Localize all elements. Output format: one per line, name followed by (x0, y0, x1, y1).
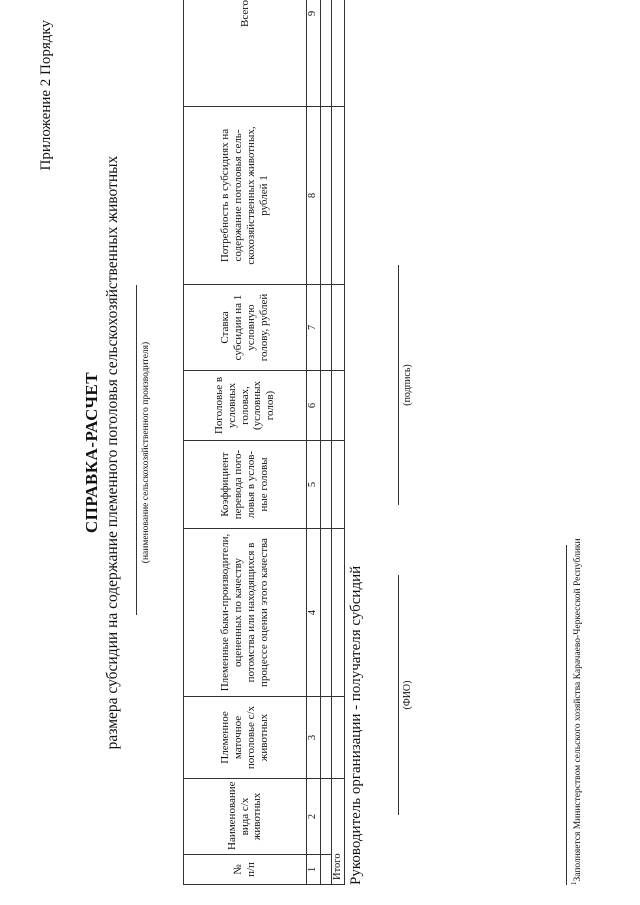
table-cell (332, 529, 345, 697)
col-header-subsidy-rate: Ставка субсидии на 1 условную голову, рублей (184, 285, 307, 371)
column-number: 9 (307, 0, 321, 107)
producer-name-line (136, 285, 137, 615)
table-cell (321, 779, 332, 855)
producer-name-caption: (наименование сельскохозяйственного производителя) (141, 341, 151, 564)
col-header-breeding-stock: Племенное маточное поголовье с/х животных (184, 697, 307, 779)
col-header-animal-type: Наименование вида с/х животных (184, 779, 307, 855)
col-header-total: Всего (184, 0, 307, 107)
document-subtitle: размера субсидии на содержание племенного поголовья сельскохозяйственных животных (104, 155, 121, 750)
table-cell (332, 0, 345, 107)
column-number: 8 (307, 107, 321, 285)
fio-line (398, 575, 399, 815)
footnote-text: Заполняется Министерством сельского хозяйства Карачаево-Черкесской Республики (573, 538, 584, 882)
appendix-label: Приложение 2 Порядку (38, 20, 54, 171)
column-number-row (307, 0, 321, 885)
table-row-total (332, 0, 345, 885)
head-of-organization-label: Руководитель организации - получателя субсидий (348, 565, 364, 885)
col-header-conditional-heads: Поголовье в условных головах, (условных голов) (184, 371, 307, 441)
table-cell (332, 441, 345, 529)
table-cell (332, 107, 345, 285)
col-header-number: № п/п (184, 855, 307, 885)
column-number: 7 (307, 285, 321, 371)
footnote-divider (566, 545, 567, 885)
signature-caption: (подпись) (402, 364, 413, 406)
table-cell (332, 697, 345, 779)
col-header-breeding-bulls: Племенные быки-производители, оцененных по качеству потомства или находящихся в процессе оценки этого качества (184, 529, 307, 697)
table-cell (321, 441, 332, 529)
table-cell (321, 107, 332, 285)
column-number: 1 (307, 855, 321, 885)
subsidy-calculation-table (183, 0, 345, 885)
footnote (570, 538, 583, 885)
col-header-subsidy-need: Потребность в субсидиях на содержание поголовья сель-скохозяйственных животных, рублей 1 (184, 107, 307, 285)
table-cell (321, 855, 332, 885)
col-header-conversion-coefficient: Коэффициент перевода пого-ловья в услов-ные головы (184, 441, 307, 529)
column-number: 6 (307, 371, 321, 441)
signature-line (398, 265, 399, 505)
column-number: 4 (307, 529, 321, 697)
table-cell (321, 529, 332, 697)
total-label: Итого (332, 779, 345, 885)
table-cell (332, 371, 345, 441)
table-cell (321, 371, 332, 441)
fio-caption: (ФИО) (402, 680, 413, 710)
document-title: СПРАВКА-РАСЧЕТ (82, 371, 101, 534)
column-number: 3 (307, 697, 321, 779)
table-cell (332, 285, 345, 371)
table-cell (321, 285, 332, 371)
column-number: 5 (307, 441, 321, 529)
table-header-row (184, 0, 307, 885)
table-row-empty (321, 0, 332, 885)
table-cell (321, 0, 332, 107)
column-number: 2 (307, 779, 321, 855)
table-cell (321, 697, 332, 779)
footnote-mark: 1 (570, 881, 578, 885)
